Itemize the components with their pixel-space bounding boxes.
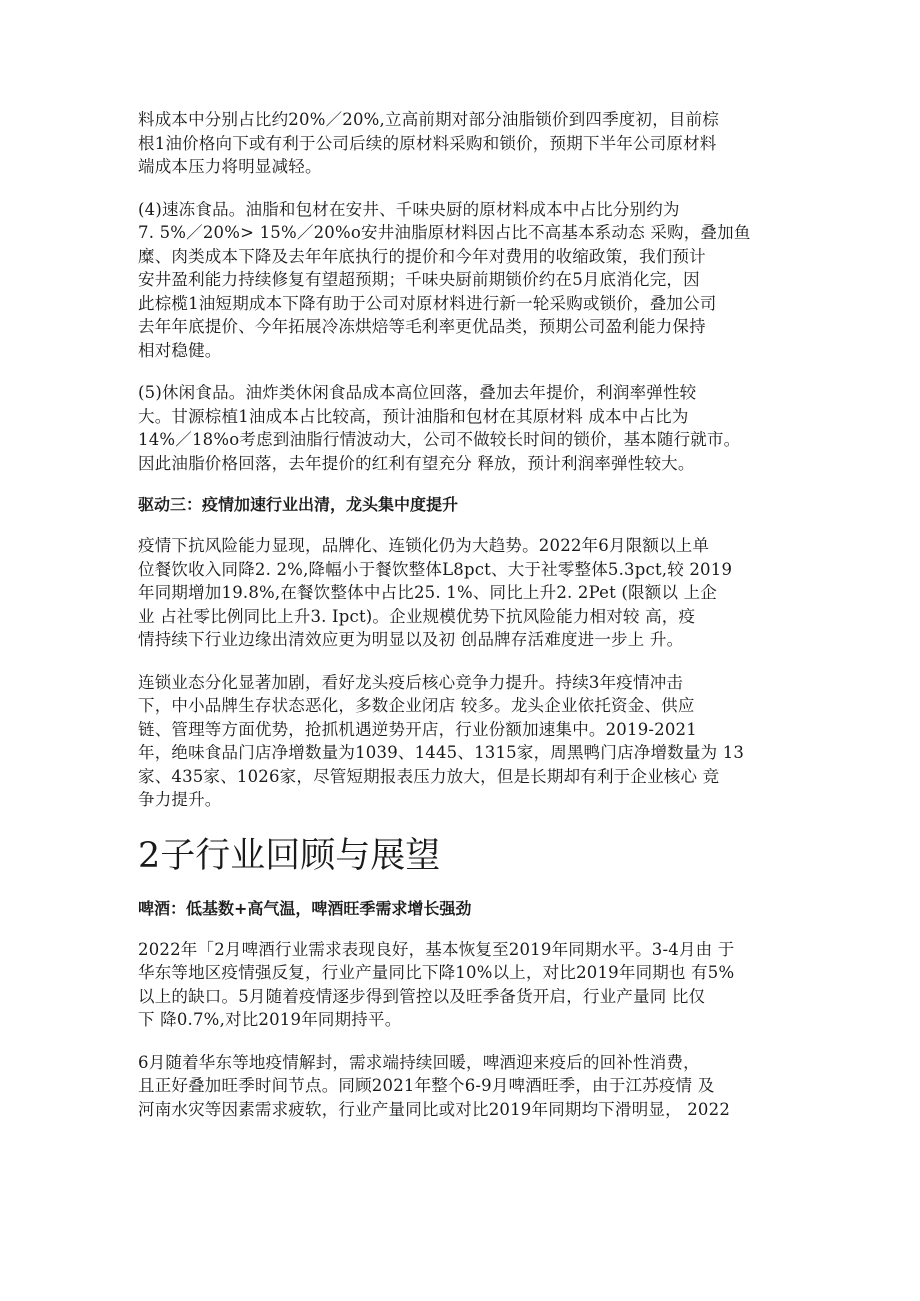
text-line: 大。甘源棕植1油成本占比较高，预计油脂和包材在其原材料 成本中占比为	[138, 406, 689, 426]
text-line: 2022年「2月啤酒行业需求表现良好，基本恢复至2019年同期水平。3-4月由 于	[138, 939, 735, 959]
subheading-beer: 啤酒：低基数+高气温，啤酒旺季需求增长强劲	[138, 898, 472, 918]
text-line: 连锁业态分化显著加剧，看好龙头疫后核心竞争力提升。持续3年疫情冲击	[138, 672, 684, 692]
text-line: 情持续下行业边缘出清效应更为明显以及初 创品牌存活难度进一步上 升。	[138, 630, 684, 649]
document-page	[138, 108, 788, 1140]
text-line: 链、管理等方面优势，抢抓机遇逆势开店，行业份额加速集中。2019-2021	[138, 719, 697, 739]
text-line: 因此油脂价格回落，去年提价的红利有望充分 释放，预计利润率弹性较大。	[138, 453, 695, 473]
text-line: 糜、肉类成本下降及去年年底执行的提价和今年对费用的收缩政策，我们预计	[138, 246, 706, 266]
text-line: 河南水灾等因素需求疲软，行业产量同比或对比2019年同期均下滑明显， 2022	[138, 1099, 731, 1119]
text-line: (5)休闲食品。油炸类休闲食品成本高位回落，叠加去年提价，利润率弹性较	[138, 383, 697, 402]
paragraph-beer-recovery	[138, 1051, 788, 1122]
text-line: 家、435家、1026家，尽管短期报表压力放大，但是长期却有利于企业核心 竞	[138, 766, 720, 786]
text-line: 以上的缺口。5月随着疫情逐步得到管控以及旺季备货开启，行业产量同 比仅	[138, 986, 706, 1006]
text-line: 下 降0.7%,对比2019年同期持平。	[138, 1010, 402, 1029]
paragraph-chain-consolidation	[138, 671, 788, 812]
text-line: 7. 5%／20%> 15%／20%o安井油脂原材料因占比不高基本系动态 采购，叠加鱼	[138, 223, 751, 242]
paragraph-raw-material-cost	[138, 108, 788, 179]
text-line: 14%／18%o考虑到油脂行情波动大，公司不做较长时间的锁价，基本随行就市。	[138, 430, 741, 449]
text-line: 且正好叠加旺季时间节点。同顾2021年整个6-9月啤酒旺季，由于江苏疫情 及	[138, 1076, 715, 1095]
text-line: 业 占社零比例同比上升3. Ipct)。企业规模优势下抗风险能力相对较 高，疫	[138, 606, 696, 626]
text-line: 年同期增加19.8%,在餐饮整体中占比25. 1%、同比上升2. 2Pet (限额以 上企	[138, 583, 717, 602]
text-line: 争力提升。	[138, 790, 222, 809]
text-line: 根1油价格向下或有利于公司后续的原材料采购和锁价，预期下半年公司原材料	[138, 133, 717, 153]
text-line: 下，中小品牌生存状态恶化，多数企业闭店 较多。龙头企业依托资金、供应	[138, 696, 695, 715]
paragraph-frozen-food	[138, 198, 788, 363]
subheading-driver-three: 驱动三：疫情加速行业出清，龙头集中度提升	[138, 495, 459, 514]
text-line: 安井盈利能力持续修复有望超预期；千味央厨前期锁价约在5月底消化完，因	[138, 270, 700, 289]
text-line: 华东等地区疫情强反复，行业产量同比下降10%以上，对比2019年同期也 有5%	[138, 963, 735, 982]
text-line: 此棕榄1油短期成本下降有助于公司对原材料进行新一轮采购或锁价，叠加公司	[138, 293, 717, 313]
paragraph-risk-resistance	[138, 534, 788, 652]
text-line: 料成本中分别占比约20%／20%,立高前期对部分油脂锁价到四季度初，目前棕	[138, 110, 719, 129]
paragraph-snack-food	[138, 381, 788, 475]
section-title: 2子行业回顾与展望	[138, 835, 441, 876]
text-line: (4)速冻食品。油脂和包材在安井、千味央厨的原材料成本中占比分别约为	[138, 199, 680, 219]
text-line: 相对稳健。	[138, 340, 222, 360]
text-line: 年，绝味食品门店净增数量为1039、1445、1315家，周黑鸭门店净增数量为 13	[138, 743, 745, 762]
paragraph-beer-demand	[138, 938, 788, 1032]
text-line: 去年年底提价、今年拓展冷冻烘焙等毛利率更优品类，预期公司盈利能力保持	[138, 317, 706, 336]
text-line: 位餐饮收入同降2. 2%,降幅小于餐饮整体L8pct、大于社零整体5.3pct,较 2019	[138, 559, 733, 579]
text-line: 端成本压力将明显减轻。	[138, 157, 322, 176]
text-line: 6月随着华东等地疫情解封，需求端持续回暖，啤酒迎来疫后的回补性消费，	[138, 1052, 700, 1072]
text-line: 疫情下抗风险能力显现，品牌化、连锁化仍为大趋势。2022年6月限额以上单	[138, 536, 710, 555]
